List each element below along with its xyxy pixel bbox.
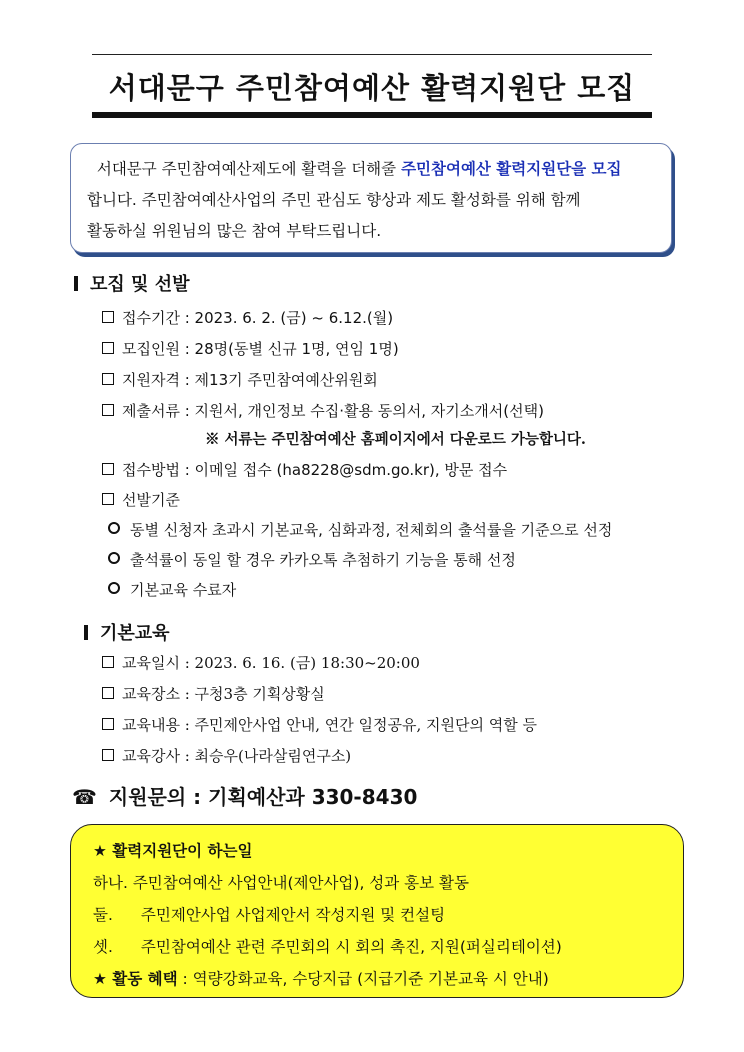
intro-text-a: 서대문구 주민참여예산제도에 활력을 더해줄 [96,160,402,178]
list-item [102,369,378,390]
role-item [93,867,683,899]
checkbox-square-icon [102,656,114,668]
list-item [102,307,393,328]
criteria-item [108,579,236,600]
edu-content: 교육내용 : 주민제안사업 안내, 연간 일정공유, 지원단의 역할 등 [122,716,537,734]
list-item [102,400,544,421]
checkbox-square-icon [102,718,114,730]
item-count: 모집인원 : 28명(동별 신규 1명, 연임 1명) [122,340,399,358]
role-heading: ★ 활력지원단이 하는일 [93,842,253,860]
item-period: 접수기간 : 2023. 6. 2. (금) ~ 6.12.(월) [122,309,394,327]
intro-line-1 [87,154,661,185]
section-marker [84,625,88,640]
benefit-text: : 역량강화교육, 수당지급 (지급기준 기본교육 시 안내) [177,970,549,988]
criteria-text: 기본교육 수료자 [130,581,237,599]
contact-line [72,781,417,810]
list-item [102,489,180,510]
checkbox-square-icon [102,463,114,475]
role-label: 셋. [93,938,113,956]
intro-highlight: 주민참여예산 활력지원단을 모집 [401,160,622,178]
phone-icon: ☎ [72,785,97,809]
checkbox-square-icon [102,687,114,699]
role-label: 하나. [93,874,128,892]
item-documents: 제출서류 : 지원서, 개인정보 수집·활용 동의서, 자기소개서(선택) [122,402,544,420]
contact-text: 지원문의 : 기획예산과 330-8430 [108,785,418,809]
list-item [102,459,507,480]
checkbox-square-icon [102,493,114,505]
section-recruit-heading [74,270,189,296]
top-divider [92,54,652,55]
role-item [93,931,683,963]
list-item [102,714,537,735]
list-item [102,338,399,359]
role-label: 둘. [93,906,113,924]
edu-datetime: 교육일시 : 2023. 6. 16. (금) 18:30~20:00 [122,654,420,672]
title-underline [92,112,652,118]
circle-bullet-icon [108,552,120,564]
edu-instructor: 교육강사 : 최승우(나라살림연구소) [122,747,352,765]
role-item [93,899,683,931]
role-text: 주민제안사업 사업제안서 작성지원 및 컨설팅 [140,906,446,924]
benefit-line [93,963,683,995]
role-text: 주민참여예산 관련 주민회의 시 회의 촉진, 지원(퍼실리테이션) [140,938,562,956]
page-title: 서대문구 주민참여예산 활력지원단 모집 [108,71,636,105]
benefit-label: ★ 활동 혜택 [93,970,178,988]
section-recruit-title: 모집 및 선발 [90,274,190,295]
criteria-item [108,549,516,570]
item-method: 접수방법 : 이메일 접수 (ha8228@sdm.go.kr), 방문 접수 [122,461,508,479]
criteria-text: 출석률이 동일 할 경우 카카오톡 추첨하기 기능을 통해 선정 [130,551,516,569]
checkbox-square-icon [102,373,114,385]
section-marker [74,276,78,291]
list-item [102,683,325,704]
intro-box [70,143,672,253]
role-box [70,824,684,998]
section-education-title: 기본교육 [100,623,170,644]
list-item [102,652,420,673]
role-text: 주민참여예산 사업안내(제안사업), 성과 홍보 활동 [132,874,470,892]
download-note: ※ 서류는 주민참여예산 홈페이지에서 다운로드 가능합니다. [205,431,586,448]
list-item [102,745,351,766]
edu-location: 교육장소 : 구청3층 기획상황실 [122,685,325,703]
checkbox-square-icon [102,311,114,323]
checkbox-square-icon [102,342,114,354]
intro-line-3: 활동하실 위원님의 많은 참여 부탁드립니다. [87,222,382,240]
intro-line-2: 합니다. 주민참여예산사업의 주민 관심도 향상과 제도 활성화를 위해 함께 [87,191,581,209]
checkbox-square-icon [102,404,114,416]
criteria-item [108,519,612,540]
circle-bullet-icon [108,522,120,534]
circle-bullet-icon [108,582,120,594]
section-education-heading [84,619,170,645]
checkbox-square-icon [102,749,114,761]
item-criteria: 선발기준 [122,491,180,509]
criteria-text: 동별 신청자 초과시 기본교육, 심화과정, 전체회의 출석률을 기준으로 선정 [130,521,613,539]
item-qualification: 지원자격 : 제13기 주민참여예산위원회 [122,371,378,389]
